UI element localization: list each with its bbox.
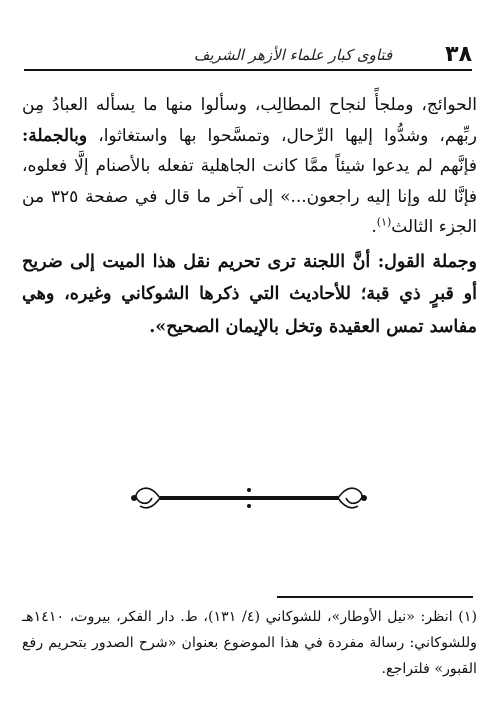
header-rule bbox=[24, 69, 472, 71]
running-title: فتاوى كبار علماء الأزهر الشريف bbox=[193, 46, 393, 64]
footnote-1: (١) انظر: «نيل الأوطار»، للشوكاني (٤/ ١٣١)، ط. دار الفكر، بيروت، ١٤١٠هـ وللشوكاني: رسالة مفردة في هذا الموضوع بعنوان «شرح الصدور بتحريم رفع القبور» فلتراجع. bbox=[22, 609, 477, 677]
paragraph-1-line-2: مِن ربِّهم، وشدُّوا إليها الرِّحال، وتمسَّحوا بها واستغاثوا، bbox=[22, 95, 477, 146]
paragraph-2: وجملة القول: أنَّ اللجنة ترى تحريم نقل هذا الميت إلى ضريح أو قبرٍ ذي قبة؛ للأحاديث التي ذكرها الشوكاني وغيره، وهي مفاسد تمس العقيدة وتخل بالإيمان الصحيح». bbox=[22, 251, 477, 337]
decorative-ornament bbox=[120, 478, 378, 518]
main-text bbox=[22, 90, 477, 343]
footnotes bbox=[22, 604, 477, 682]
paragraph-1-rest: فإنَّهم لم يدعوا شيئاً ممَّا كانت الجاهلية تفعله بالأصنام إلَّا فعلوه، فإنَّا لله وإنا إليه راجعون...» إلى آخر ما قال في صفحة ٣٢٥ من الجزء الثالث bbox=[22, 156, 478, 237]
paragraph-1-end: . bbox=[371, 217, 377, 237]
footnote-rule bbox=[277, 596, 473, 598]
paragraph-1-lead: وبالجملة: bbox=[22, 125, 88, 146]
paragraph-1 bbox=[22, 90, 477, 243]
footnote-reference[interactable]: (١) bbox=[376, 215, 392, 229]
paragraph-1-line-1: الحوائج، وملجأً لنجاح المطالِب، وسألوا منها ما يسأله العبادُ bbox=[51, 95, 477, 115]
running-header bbox=[24, 42, 472, 72]
page-number: ٣٨ bbox=[445, 42, 472, 67]
